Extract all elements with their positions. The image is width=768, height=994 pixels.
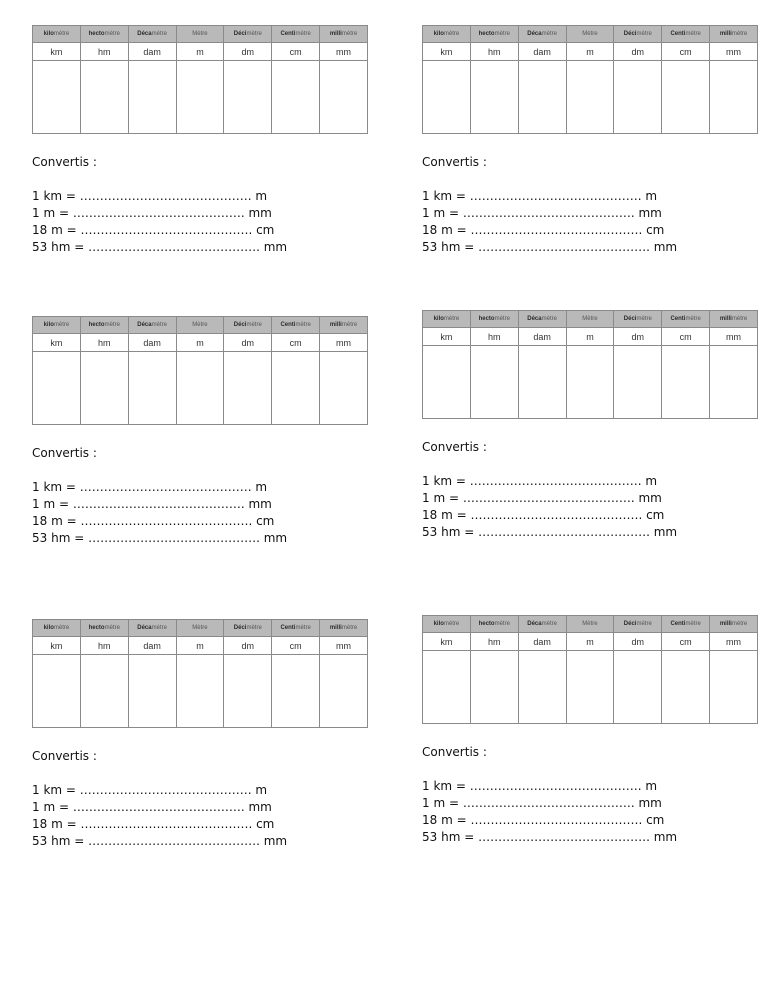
answer-cell[interactable] [224,352,272,425]
answer-cell[interactable] [80,655,128,728]
unit-abbreviation: hm [470,43,518,61]
unit-header-suffix: mètre [443,316,460,322]
unit-header [224,317,272,334]
unit-header-prefix: hecto [88,31,105,37]
unit-abbreviation: mm [320,334,368,352]
unit-header-suffix: mètre [151,625,167,631]
answer-cell[interactable] [128,352,176,425]
unit-header-prefix: Déca [527,621,542,627]
answer-cell[interactable] [272,352,320,425]
unit-header-prefix: Déci [233,31,247,37]
conversion-line: 18 m = ……………………………………. cm [32,817,275,831]
unit-abbreviation: cm [272,637,320,655]
unit-header-suffix: mètre [541,621,557,627]
conversion-line: 18 m = ……………………………………. cm [422,813,665,827]
unit-abbreviation: km [33,43,81,61]
unit-abbreviation: hm [470,633,518,651]
answer-cell[interactable] [320,61,368,134]
unit-header-prefix: Centi [670,316,686,322]
unit-header [518,616,566,633]
unit-header-prefix: milli [719,316,732,322]
unit-header-prefix: Centi [670,31,686,37]
unit-header-prefix: hecto [88,322,105,328]
unit-abbreviation: mm [710,328,758,346]
answer-cell[interactable] [176,352,224,425]
unit-header [470,311,518,328]
answer-cell[interactable] [662,346,710,419]
unit-header [320,26,368,43]
unit-header-prefix: kilo [43,322,54,328]
unit-header-suffix: mètre [246,31,262,37]
answer-cell[interactable] [128,61,176,134]
unit-header [710,616,758,633]
exercise-block-3 [32,316,368,547]
unit-header-suffix: mètre [685,316,701,322]
answer-cell[interactable] [518,61,566,134]
unit-header-prefix: Centi [280,322,296,328]
exercise-title: Convertis : [422,440,487,454]
unit-header-suffix: mètre [731,621,748,627]
conversion-line: 53 hm = ……………………………………. mm [32,240,288,254]
conversion-line: 1 m = ……………………………………. mm [422,206,662,220]
unit-header-suffix: mètre [494,621,510,627]
unit-header-suffix: mètre [104,322,120,328]
unit-header-suffix: Mètre [582,316,598,322]
conversion-exercise [422,439,758,541]
unit-header-suffix: mètre [151,322,167,328]
unit-abbreviation: dm [614,43,662,61]
unit-abbreviation: dam [128,43,176,61]
unit-header [566,26,614,43]
answer-cell[interactable] [518,651,566,724]
unit-header-suffix: mètre [104,625,120,631]
unit-header [272,317,320,334]
answer-cell[interactable] [176,61,224,134]
unit-header-prefix: Déci [623,31,637,37]
unit-header [33,620,81,637]
unit-header-suffix: mètre [685,31,701,37]
unit-header [710,311,758,328]
unit-abbreviation: mm [710,43,758,61]
unit-conversion-table [32,619,368,728]
unit-header [224,26,272,43]
conversion-line: 1 m = ……………………………………. mm [422,796,662,810]
unit-abbreviation: cm [272,334,320,352]
unit-header [614,26,662,43]
exercise-block-4 [422,310,758,541]
unit-header-suffix: mètre [151,31,167,37]
unit-header [566,311,614,328]
unit-header-prefix: Déci [623,316,637,322]
unit-header-prefix: Centi [280,31,296,37]
unit-header-prefix: milli [719,621,732,627]
answer-cell[interactable] [80,61,128,134]
unit-header [33,317,81,334]
conversion-exercise [422,154,758,256]
unit-header-prefix: hecto [478,31,495,37]
unit-header-prefix: milli [329,322,342,328]
unit-conversion-table [422,615,758,724]
answer-cell[interactable] [470,61,518,134]
unit-header-prefix: Déci [233,322,247,328]
answer-cell[interactable] [566,651,614,724]
unit-header-suffix: Mètre [582,31,598,37]
answer-cell[interactable] [272,655,320,728]
conversion-exercise [32,748,368,850]
answer-cell[interactable] [423,346,471,419]
unit-header-prefix: Déca [137,31,152,37]
unit-header-prefix: milli [719,31,732,37]
answer-cell[interactable] [662,61,710,134]
unit-abbreviation: dam [518,328,566,346]
answer-cell[interactable] [470,651,518,724]
unit-abbreviation: m [176,637,224,655]
unit-abbreviation: dam [518,633,566,651]
conversion-line: 1 km = ……………………………………. m [32,189,268,203]
unit-header-prefix: kilo [433,621,444,627]
conversion-line: 53 hm = ……………………………………. mm [422,525,678,539]
unit-header [272,26,320,43]
unit-header [224,620,272,637]
answer-cell[interactable] [320,352,368,425]
answer-cell[interactable] [566,61,614,134]
conversion-line: 1 m = ……………………………………. mm [32,206,272,220]
unit-header-suffix: mètre [341,322,358,328]
unit-header [176,317,224,334]
conversion-line: 1 km = ……………………………………. m [422,779,658,793]
unit-abbreviation: dm [614,328,662,346]
unit-header-suffix: Mètre [582,621,598,627]
unit-header [662,26,710,43]
unit-conversion-table [32,316,368,425]
unit-abbreviation: dm [224,43,272,61]
unit-header-prefix: kilo [433,31,444,37]
answer-cell[interactable] [662,651,710,724]
conversion-line: 1 km = ……………………………………. m [32,783,268,797]
unit-header-suffix: mètre [636,316,652,322]
exercise-block-1 [32,25,368,256]
unit-header [423,26,471,43]
unit-abbreviation: hm [470,328,518,346]
answer-cell[interactable] [710,651,758,724]
unit-header-suffix: mètre [494,31,510,37]
unit-abbreviation: km [423,633,471,651]
unit-header [662,311,710,328]
unit-header-suffix: mètre [443,621,460,627]
conversion-line: 1 km = ……………………………………. m [422,189,658,203]
exercise-title: Convertis : [422,745,487,759]
unit-header-suffix: mètre [246,625,262,631]
unit-header-suffix: mètre [341,31,358,37]
unit-header [614,311,662,328]
answer-cell[interactable] [566,346,614,419]
unit-header-suffix: mètre [636,31,652,37]
answer-cell[interactable] [224,61,272,134]
unit-header [176,620,224,637]
unit-header [518,26,566,43]
conversion-line: 1 m = ……………………………………. mm [32,800,272,814]
unit-header-suffix: mètre [541,316,557,322]
unit-header-suffix: mètre [636,621,652,627]
unit-header-suffix: mètre [341,625,358,631]
unit-header-prefix: kilo [43,625,54,631]
conversion-line: 1 km = ……………………………………. m [32,480,268,494]
unit-header-suffix: Mètre [192,31,208,37]
conversion-line: 53 hm = ……………………………………. mm [32,531,288,545]
exercise-title: Convertis : [32,446,97,460]
answer-cell[interactable] [320,655,368,728]
unit-header [423,311,471,328]
unit-abbreviation: hm [80,43,128,61]
unit-abbreviation: dm [224,637,272,655]
unit-abbreviation: mm [320,637,368,655]
unit-header [518,311,566,328]
unit-header-suffix: mètre [541,31,557,37]
unit-header-prefix: hecto [478,621,495,627]
unit-abbreviation: mm [320,43,368,61]
unit-abbreviation: dam [128,637,176,655]
unit-abbreviation: m [566,43,614,61]
unit-header-suffix: mètre [295,322,311,328]
unit-header [176,26,224,43]
unit-abbreviation: dam [518,43,566,61]
unit-header [320,317,368,334]
unit-header-suffix: mètre [53,625,70,631]
unit-abbreviation: cm [662,633,710,651]
unit-abbreviation: mm [710,633,758,651]
unit-abbreviation: hm [80,637,128,655]
unit-header [80,620,128,637]
unit-header-suffix: mètre [53,322,70,328]
conversion-line: 18 m = ……………………………………. cm [32,223,275,237]
unit-abbreviation: cm [662,328,710,346]
unit-abbreviation: dm [224,334,272,352]
unit-header [614,616,662,633]
answer-cell[interactable] [614,651,662,724]
unit-header [80,26,128,43]
unit-header-suffix: Mètre [192,625,208,631]
unit-header-prefix: milli [329,625,342,631]
unit-header-prefix: Déca [527,316,542,322]
conversion-exercise [422,744,758,846]
answer-cell[interactable] [614,346,662,419]
unit-abbreviation: km [423,328,471,346]
unit-header-suffix: mètre [443,31,460,37]
unit-header-prefix: Centi [670,621,686,627]
conversion-line: 1 m = ……………………………………. mm [422,491,662,505]
unit-header [470,26,518,43]
unit-header [423,616,471,633]
conversion-exercise [32,154,368,256]
unit-header-suffix: Mètre [192,322,208,328]
unit-header-suffix: mètre [295,625,311,631]
unit-header-suffix: mètre [731,316,748,322]
unit-header-suffix: mètre [246,322,262,328]
exercise-title: Convertis : [32,749,97,763]
unit-header [33,26,81,43]
answer-cell[interactable] [33,352,81,425]
unit-header [128,317,176,334]
unit-header-prefix: kilo [433,316,444,322]
conversion-line: 53 hm = ……………………………………. mm [32,834,288,848]
exercise-block-6 [422,615,758,846]
exercise-block-2 [422,25,758,256]
answer-cell[interactable] [33,655,81,728]
exercise-block-5 [32,619,368,850]
conversion-line: 18 m = ……………………………………. cm [32,514,275,528]
answer-cell[interactable] [710,346,758,419]
answer-cell[interactable] [470,346,518,419]
conversion-exercise [32,445,368,547]
unit-abbreviation: m [566,633,614,651]
unit-abbreviation: dm [614,633,662,651]
unit-header-prefix: kilo [43,31,54,37]
unit-header [470,616,518,633]
unit-abbreviation: km [33,637,81,655]
exercise-title: Convertis : [32,155,97,169]
unit-header-suffix: mètre [731,31,748,37]
unit-header-prefix: Centi [280,625,296,631]
unit-abbreviation: km [423,43,471,61]
answer-cell[interactable] [518,346,566,419]
answer-cell[interactable] [272,61,320,134]
unit-header-suffix: mètre [494,316,510,322]
unit-header-prefix: Déca [527,31,542,37]
unit-header-suffix: mètre [295,31,311,37]
unit-header-prefix: Déci [233,625,247,631]
unit-conversion-table [422,310,758,419]
unit-header [80,317,128,334]
unit-conversion-table [32,25,368,134]
answer-cell[interactable] [224,655,272,728]
unit-abbreviation: dam [128,334,176,352]
unit-header-suffix: mètre [104,31,120,37]
unit-header [320,620,368,637]
answer-cell[interactable] [423,651,471,724]
unit-abbreviation: m [176,334,224,352]
unit-header-prefix: hecto [88,625,105,631]
unit-header-suffix: mètre [53,31,70,37]
unit-header-prefix: milli [329,31,342,37]
unit-conversion-table [422,25,758,134]
answer-cell[interactable] [710,61,758,134]
unit-abbreviation: km [33,334,81,352]
unit-header [128,620,176,637]
unit-abbreviation: m [176,43,224,61]
answer-cell[interactable] [423,61,471,134]
unit-abbreviation: hm [80,334,128,352]
unit-header-suffix: mètre [685,621,701,627]
answer-cell[interactable] [80,352,128,425]
unit-abbreviation: cm [272,43,320,61]
unit-abbreviation: cm [662,43,710,61]
conversion-line: 53 hm = ……………………………………. mm [422,240,678,254]
answer-cell[interactable] [128,655,176,728]
answer-cell[interactable] [176,655,224,728]
unit-header-prefix: hecto [478,316,495,322]
answer-cell[interactable] [614,61,662,134]
unit-header-prefix: Déca [137,322,152,328]
unit-abbreviation: m [566,328,614,346]
conversion-line: 18 m = ……………………………………. cm [422,508,665,522]
unit-header [662,616,710,633]
conversion-line: 1 km = ……………………………………. m [422,474,658,488]
unit-header [710,26,758,43]
unit-header [566,616,614,633]
conversion-line: 53 hm = ……………………………………. mm [422,830,678,844]
unit-header [128,26,176,43]
answer-cell[interactable] [33,61,81,134]
unit-header-prefix: Déci [623,621,637,627]
conversion-line: 1 m = ……………………………………. mm [32,497,272,511]
unit-header-prefix: Déca [137,625,152,631]
exercise-title: Convertis : [422,155,487,169]
unit-header [272,620,320,637]
conversion-line: 18 m = ……………………………………. cm [422,223,665,237]
